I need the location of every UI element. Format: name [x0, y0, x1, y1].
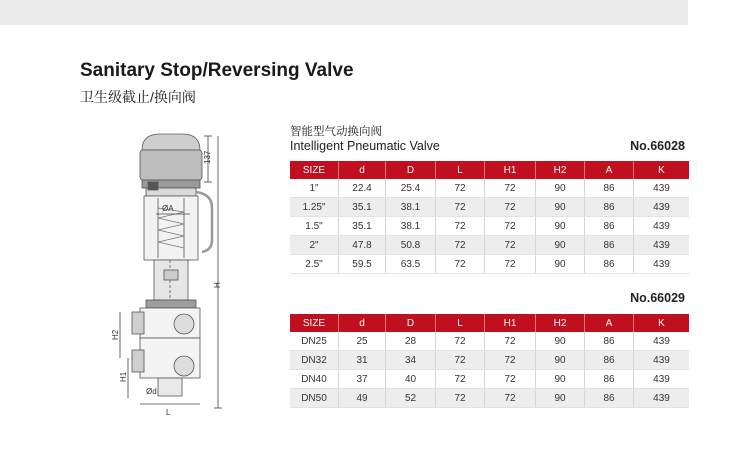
table-cell: 439 [634, 332, 690, 351]
table-cell: 40 [386, 370, 436, 389]
table-cell: DN50 [290, 389, 339, 408]
table-row [290, 179, 689, 198]
dim-label-od: Ød [146, 387, 157, 396]
table-cell: 28 [386, 332, 436, 351]
table-cell: 90 [536, 255, 585, 274]
table-cell: 25.4 [386, 179, 436, 198]
table-cell: 2.5" [290, 255, 339, 274]
table-cell: 34 [386, 351, 436, 370]
table-cell: DN40 [290, 370, 339, 389]
table-header-row [290, 314, 689, 332]
col-header: H2 [536, 314, 585, 332]
valve-drawing [100, 128, 230, 418]
col-header: A [585, 161, 634, 179]
table-cell: 72 [485, 370, 536, 389]
actuator-body [140, 150, 202, 180]
table-cell: 90 [536, 179, 585, 198]
table-cell: 72 [436, 255, 485, 274]
page-title: Sanitary Stop/Reversing Valve [80, 60, 354, 81]
caption-cn: 智能型气动换向阀 [290, 126, 382, 138]
connector-box [148, 182, 158, 190]
table-cell: 72 [436, 198, 485, 217]
table-cell: 90 [536, 351, 585, 370]
table-cell: 86 [585, 255, 634, 274]
table-cell: 439 [634, 217, 690, 236]
spec-table-66029 [290, 314, 689, 408]
col-header: H1 [485, 161, 536, 179]
table-cell: 90 [536, 332, 585, 351]
table-cell: 90 [536, 217, 585, 236]
table-cell: 72 [436, 217, 485, 236]
table-cell: 49 [339, 389, 386, 408]
dim-label-h2: H2 [111, 329, 120, 340]
table-row [290, 370, 689, 389]
actuator-top [142, 134, 200, 150]
table-cell: 1.5" [290, 217, 339, 236]
table-cell: 86 [585, 236, 634, 255]
col-header: L [436, 161, 485, 179]
table-cell: 72 [485, 389, 536, 408]
table-cell: 439 [634, 236, 690, 255]
table-cell: 72 [436, 179, 485, 198]
table-cell: 59.5 [339, 255, 386, 274]
table-row [290, 198, 689, 217]
dim-label-l: L [166, 408, 171, 417]
table-row [290, 389, 689, 408]
table-cell: 72 [485, 351, 536, 370]
table-cell: 439 [634, 370, 690, 389]
col-header: SIZE [290, 314, 339, 332]
table-cell: 439 [634, 198, 690, 217]
table-cell: 72 [485, 255, 536, 274]
table-cell: 86 [585, 198, 634, 217]
table-cell: DN32 [290, 351, 339, 370]
col-header: D [386, 161, 436, 179]
col-header: d [339, 314, 386, 332]
spec-table-66028 [290, 161, 689, 274]
table-cell: 86 [585, 332, 634, 351]
col-header: D [386, 314, 436, 332]
dim-label-h1: H1 [119, 371, 128, 382]
dim-label-137: 137 [203, 150, 212, 164]
dim-label-h: H [213, 282, 222, 288]
dim-label-oa: ØA [162, 204, 174, 213]
table-cell: 37 [339, 370, 386, 389]
table-cell: 439 [634, 255, 690, 274]
table-cell: 50.8 [386, 236, 436, 255]
table-cell: 47.8 [339, 236, 386, 255]
table-row [290, 332, 689, 351]
table-cell: 90 [536, 389, 585, 408]
table-cell: 52 [386, 389, 436, 408]
top-bar [0, 0, 688, 25]
table-cell: 72 [485, 217, 536, 236]
col-header: d [339, 161, 386, 179]
table-row [290, 217, 689, 236]
table-cell: 35.1 [339, 217, 386, 236]
caption-en: Intelligent Pneumatic Valve [290, 139, 440, 153]
col-header: H1 [485, 314, 536, 332]
col-header: K [634, 161, 690, 179]
table-cell: 1" [290, 179, 339, 198]
table-cell: 86 [585, 370, 634, 389]
table-cell: 72 [485, 179, 536, 198]
table-cell: 22.4 [339, 179, 386, 198]
table-cell: 90 [536, 236, 585, 255]
table-cell: 1.25" [290, 198, 339, 217]
table-cell: 63.5 [386, 255, 436, 274]
table-cell: 72 [436, 370, 485, 389]
model-number-66029: No.66029 [630, 291, 685, 305]
table-cell: 439 [634, 179, 690, 198]
table-cell: 72 [436, 236, 485, 255]
table-cell: 439 [634, 351, 690, 370]
table-cell: 86 [585, 217, 634, 236]
col-header: H2 [536, 161, 585, 179]
page-subtitle: 卫生级截止/换向阀 [80, 89, 196, 105]
table-row [290, 255, 689, 274]
model-number-66028: No.66028 [630, 139, 685, 153]
table-cell: 31 [339, 351, 386, 370]
col-header: SIZE [290, 161, 339, 179]
col-header: A [585, 314, 634, 332]
table-cell: 90 [536, 370, 585, 389]
table-row [290, 236, 689, 255]
table-cell: 72 [436, 389, 485, 408]
table-cell: 86 [585, 389, 634, 408]
upper-clamp [146, 300, 196, 308]
table-cell: 35.1 [339, 198, 386, 217]
table-cell: 72 [485, 198, 536, 217]
table-cell: 90 [536, 198, 585, 217]
col-header: L [436, 314, 485, 332]
table-row [290, 351, 689, 370]
table-cell: 439 [634, 389, 690, 408]
table-cell: 2" [290, 236, 339, 255]
table-cell: 25 [339, 332, 386, 351]
table-cell: 86 [585, 351, 634, 370]
table-cell: 72 [485, 332, 536, 351]
table-cell: 72 [485, 236, 536, 255]
col-header: K [634, 314, 690, 332]
table-cell: 38.1 [386, 217, 436, 236]
table-cell: 86 [585, 179, 634, 198]
table-cell: 72 [436, 332, 485, 351]
table-cell: 38.1 [386, 198, 436, 217]
table-cell: 72 [436, 351, 485, 370]
table-header-row [290, 161, 689, 179]
table-cell: DN25 [290, 332, 339, 351]
outlet-pipe [158, 378, 182, 396]
